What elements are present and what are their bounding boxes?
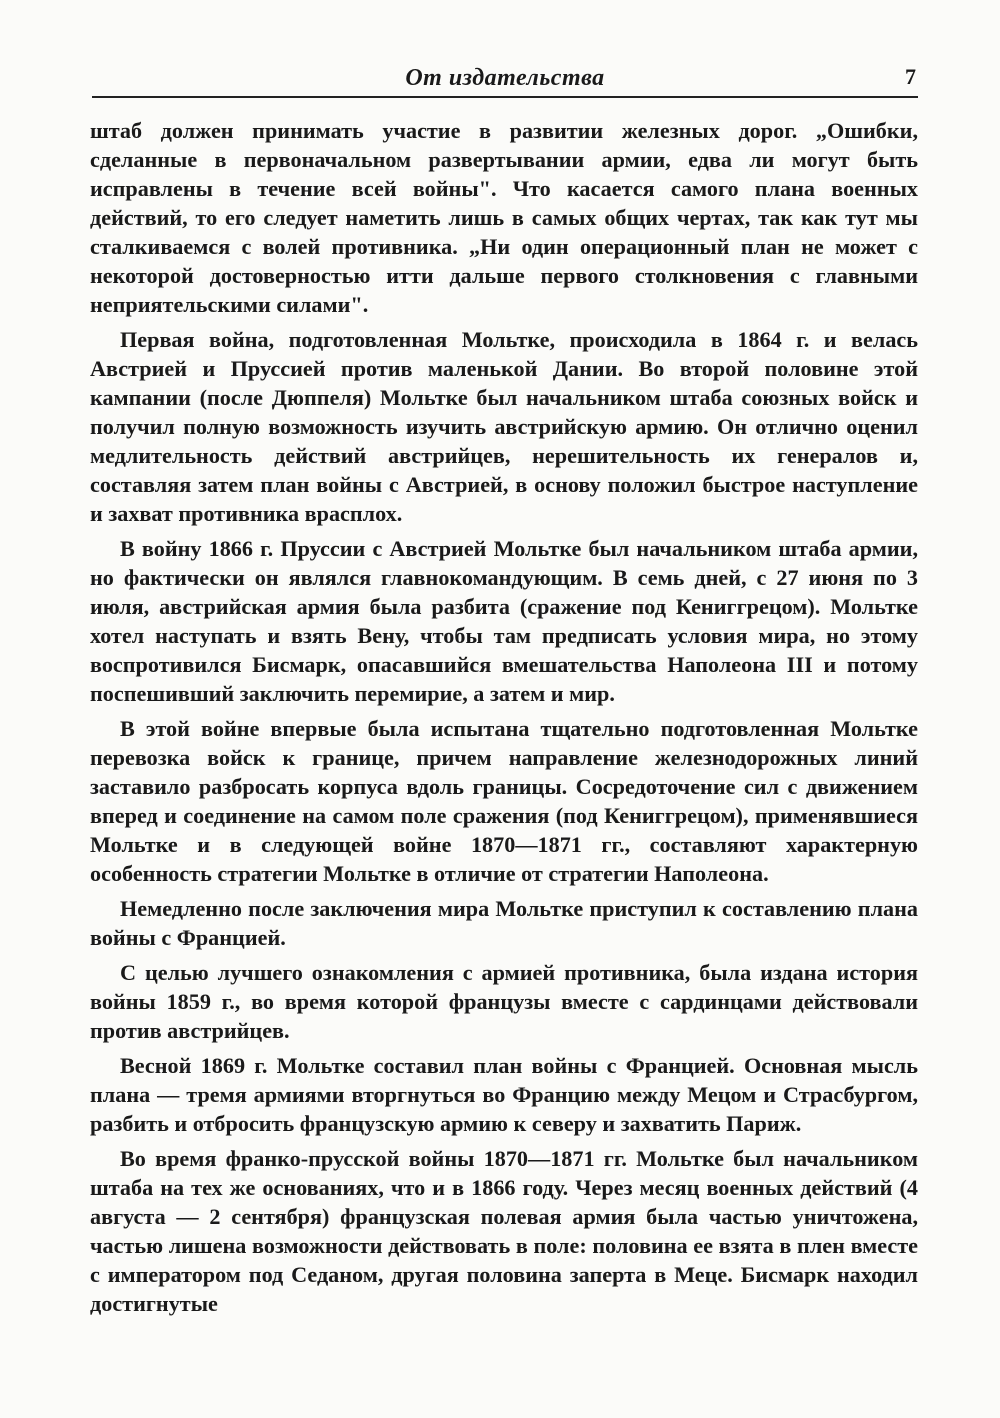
running-title: От издательства — [405, 65, 605, 91]
paragraph-4: В этой войне впервые была испытана тщательно подготовленная Мольтке перевозка войск к границе, причем направление железнодорожных линий заставило разбросать корпуса вдоль границы. Сосредоточение сил с движением вперед и соединение на самом поле сражения (под Кениггрецом), применявшиеся Мольтке и в следующей войне 1870—1871 гг., составляют характерную особенность стратегии Мольтке в отличие от стратегии Наполеона. — [90, 716, 918, 886]
running-head — [92, 62, 918, 94]
paragraph-7: Весной 1869 г. Мольтке составил план войны с Францией. Основная мысль плана — тремя армиями вторгнуться во Францию между Мецом и Страсбургом, разбить и отбросить французскую армию к северу и захватить Париж. — [90, 1053, 918, 1136]
paragraph-2: Первая война, подготовленная Мольтке, происходила в 1864 г. и велась Австрией и Пруссией против маленькой Дании. Во второй половине этой кампании (после Дюппеля) Мольтке был начальником штаба союзных войск и получил полную возможность изучить австрийскую армию. Он отлично оценил медлительность действий австрийцев, нерешительность их генералов и, составляя затем план войны с Австрией, в основу положил быстрое наступление и захват противника врасплох. — [90, 327, 918, 526]
page-number: 7 — [905, 64, 916, 89]
paragraph-8: Во время франко-прусской войны 1870—1871 гг. Мольтке был начальником штаба на тех же основаниях, что и в 1866 году. Через месяц военных действий (4 августа — 2 сентября) французская полевая армия была частью уничтожена, частью лишена возможности действовать в поле: половина ее взята в плен вместе с императором под Седаном, другая половина заперта в Меце. Бисмарк находил достигнутые — [90, 1146, 918, 1316]
paragraph-3: В войну 1866 г. Пруссии с Австрией Мольтке был начальником штаба армии, но фактически он являлся главнокомандующим. В семь дней, с 27 июня по 3 июля, австрийская армия была разбита (сражение под Кениггрецом). Мольтке хотел наступать и взять Вену, чтобы там предписать условия мира, но этому воспротивился Бисмарк, опасавшийся вмешательства Наполеона III и потому поспешивший заключить перемирие, а затем и мир. — [90, 536, 918, 706]
paragraph-1: штаб должен принимать участие в развитии железных дорог. „Ошибки, сделанные в первоначальном развертывании армии, едва ли могут быть исправлены в течение всей войны". Что касается самого плана военных действий, то его следует наметить лишь в самых общих чертах, так как тут мы сталкиваемся с волей противника. „Ни один операционный план не может с некоторой достоверностью итти дальше первого столкновения с главными неприятельскими силами". — [90, 118, 918, 317]
body-text — [90, 116, 918, 1324]
paragraph-6: С целью лучшего ознакомления с армией противника, была издана история войны 1859 г., во время которой французы вместе с сардинцами действовали против австрийцев. — [90, 960, 918, 1043]
paragraph-5: Немедленно после заключения мира Мольтке приступил к составлению плана войны с Францией. — [90, 896, 918, 950]
header-rule — [92, 96, 918, 98]
